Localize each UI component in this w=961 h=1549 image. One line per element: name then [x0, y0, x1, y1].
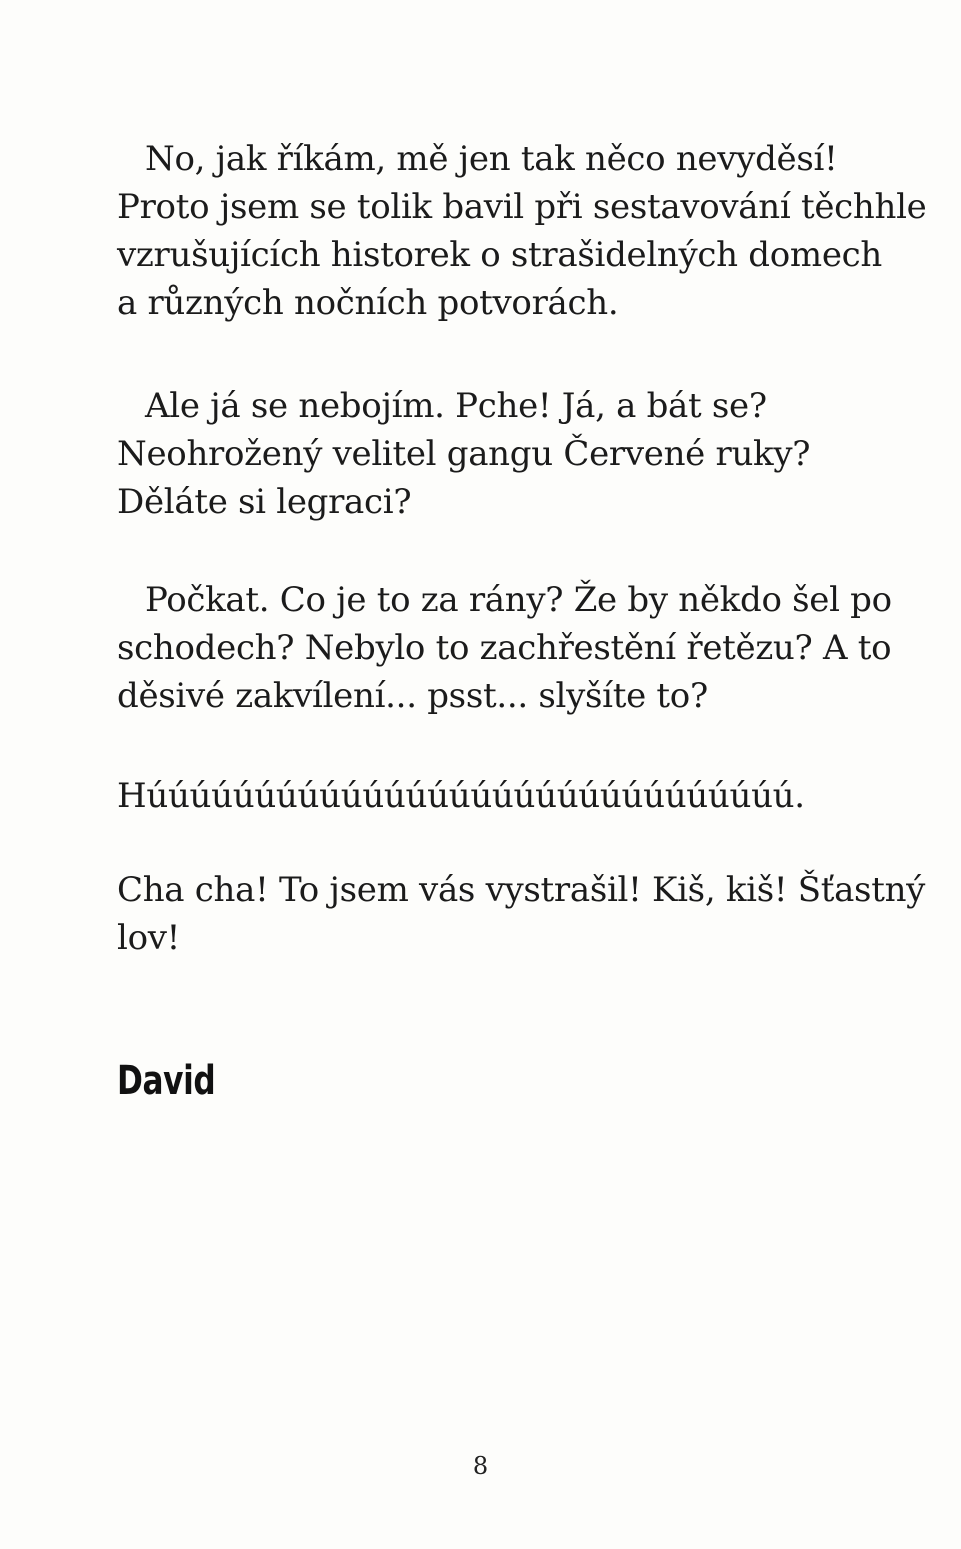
- text-line: Húúúúúúúúúúúúúúúúúúúúúúúúúúúúúú.: [117, 776, 805, 816]
- text-line: Cha cha! To jsem vás vystrašil! Kiš, kiš! Šťastný: [117, 870, 926, 910]
- text-line: Počkat. Co je to za rány? Že by někdo šel po: [145, 580, 892, 620]
- paragraph-4: [117, 772, 877, 820]
- text-line: Děláte si legraci?: [117, 482, 412, 522]
- text-line: Proto jsem se tolik bavil při sestavování těchhle: [117, 187, 927, 227]
- text-line: No, jak říkám, mě jen tak něco nevyděsí!: [145, 139, 838, 179]
- page-number: 8: [472, 1452, 489, 1480]
- paragraph-5: [117, 866, 926, 962]
- text-line: Neohrožený velitel gangu Červené ruky?: [117, 434, 811, 474]
- text-line: Ale já se nebojím. Pche! Já, a bát se?: [145, 386, 767, 426]
- text-line: schodech? Nebylo to zachřestění řetězu? A to: [117, 628, 892, 668]
- author-signature: David: [117, 1058, 216, 1104]
- paragraph-2: [117, 382, 877, 526]
- text-line: lov!: [117, 918, 181, 958]
- text-line: a různých nočních potvorách.: [117, 283, 619, 323]
- paragraph-3: [117, 576, 892, 720]
- paragraph-1: [117, 135, 927, 327]
- text-line: vzrušujících historek o strašidelných domech: [117, 235, 883, 275]
- text-line: děsivé zakvílení... psst... slyšíte to?: [117, 676, 708, 716]
